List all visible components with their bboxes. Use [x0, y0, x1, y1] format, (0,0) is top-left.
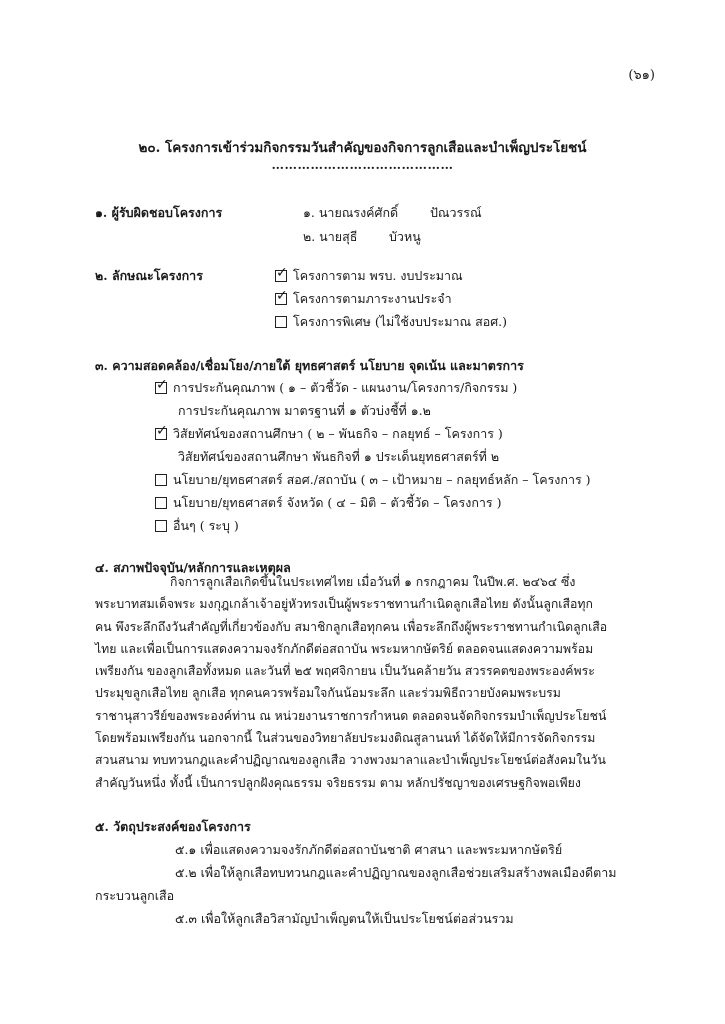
check-mark-icon: ✓ [276, 265, 288, 281]
rationale-line: ไทย และเพื่อเป็นการแสดงความจงรักภักดีต่อสถาบัน พระมหากษัตริย์ ตลอดจนแสดงความพร้อม [95, 641, 594, 656]
checkbox-unchecked[interactable] [275, 316, 287, 328]
responsible-person-2-surname: บัวหนู [389, 229, 421, 244]
checkbox-checked[interactable] [155, 377, 168, 394]
page-title: ๒๐. โครงการเข้าร่วมกิจกรรมวันสำคัญของกิจการลูกเสือและบำเพ็ญประโยชน์ [138, 140, 587, 156]
rationale-line: สวนสนาม ทบทวนกฎและคำปฏิญาณของลูกเสือ วางพวงมาลาและบำเพ็ญประโยชน์ต่อสังคมในวัน [95, 753, 606, 768]
project-type-option-1 [275, 265, 463, 283]
alignment-label-5: อื่นๆ ( ระบุ ) [173, 518, 239, 533]
responsible-person-1-surname: ปัณวรรณ์ [430, 205, 482, 220]
title-dots: …………………………………… [271, 157, 454, 172]
alignment-label-1: การประกันคุณภาพ ( ๑ – ตัวชี้วัด - แผนงาน/โครงการ/กิจกรรม ) [173, 380, 518, 395]
rationale-line: กิจการลูกเสือเกิดขึ้นในประเทศไทย เมื่อวันที่ ๑ กรกฎาคม ในปีพ.ศ. ๒๔๖๔ ซึ่ง [170, 575, 576, 589]
checkbox-unchecked[interactable] [155, 497, 167, 509]
alignment-sub-2: วิสัยทัศน์ของสถานศึกษา พันธกิจที่ ๑ ประเด็นยุทธศาสตร์ที่ ๒ [178, 449, 500, 464]
section1-heading: ๑. ผู้รับผิดชอบโครงการ [95, 205, 223, 220]
project-type-option-2 [275, 288, 452, 306]
checkbox-unchecked[interactable] [155, 474, 167, 486]
check-mark-icon: ✓ [276, 288, 288, 304]
alignment-sub-1: การประกันคุณภาพ มาตรฐานที่ ๑ ตัวบ่งชี้ที่ ๑.๒ [178, 403, 431, 418]
alignment-label-2: วิสัยทัศน์ของสถานศึกษา ( ๒ – พันธกิจ – กลยุทธ์ – โครงการ ) [173, 426, 503, 441]
page-number: (๖๑) [628, 68, 655, 83]
project-type-label-2: โครงการตามภาระงานประจำ [293, 291, 452, 306]
alignment-label-3: นโยบาย/ยุทธศาสตร์ สอศ./สถาบัน ( ๓ – เป้าหมาย – กลยุทธ์หลัก – โครงการ ) [173, 472, 591, 487]
section3-heading: ๓. ความสอดคล้อง/เชื่อมโยง/ภายใต้ ยุทธศาสตร์ นโยบาย จุดเน้น และมาตรการ [95, 358, 524, 373]
section5-heading: ๕. วัตถุประสงค์ของโครงการ [95, 819, 251, 834]
project-type-label-3: โครงการพิเศษ (ไม่ใช้งบประมาณ สอศ.) [293, 314, 507, 329]
rationale-line: โดยพร้อมเพรียงกัน นอกจากนี้ ในส่วนของวิทยาลัยประมงติณสูลานนท์ ได้จัดให้มีการจัดกิจกรรม [95, 731, 596, 746]
project-type-label-1: โครงการตาม พรบ. งบประมาณ [293, 268, 463, 283]
rationale-line: ประมุขลูกเสือไทย ลูกเสือ ทุกคนควรพร้อมใจกันน้อมระลึก และร่วมพิธีถวายบังคมพระบรม [95, 686, 561, 701]
responsible-person-2-name: ๒. นายสุธี [303, 229, 358, 244]
check-mark-icon: ✓ [156, 377, 168, 393]
alignment-item-3 [155, 472, 591, 487]
rationale-line: สำคัญวันหนึ่ง ทั้งนี้ เป็นการปลูกฝังคุณธรรม จริยธรรม ตาม หลักปรัชญาของเศรษฐกิจพอเพียง [95, 775, 581, 790]
section4-heading: ๔. สภาพปัจจุบัน/หลักการและเหตุผล [95, 560, 291, 575]
check-mark-icon: ✓ [156, 423, 168, 439]
alignment-item-1 [155, 377, 518, 395]
rationale-line: ราชานุสาวรีย์ของพระองค์ท่าน ณ หน่วยงานราชการกำหนด ตลอดจนจัดกิจกรรมบำเพ็ญประโยชน์ [95, 708, 607, 723]
alignment-item-5 [155, 518, 239, 533]
alignment-item-4 [155, 495, 502, 510]
objective-item-1: ๕.๑ เพื่อแสดงความจงรักภักดีต่อสถาบันชาติ ศาสนา และพระมหากษัตริย์ [175, 842, 563, 857]
objective-item-2-continued: กระบวนลูกเสือ [95, 888, 175, 903]
rationale-line: พระบาทสมเด็จพระ มงกุฎเกล้าเจ้าอยู่หัวทรงเป็นผู้พระราชทานกำเนิดลูกเสือไทย ดังนั้นลูกเสือทุก [95, 597, 593, 612]
rationale-line: คน พึงระลึกถึงวันสำคัญที่เกี่ยวข้องกับ สมาชิกลูกเสือทุกคน เพื่อระลึกถึงผู้พระราชทานกำเนิดลูกเสือ [95, 619, 608, 634]
project-type-option-3 [275, 314, 507, 329]
alignment-label-4: นโยบาย/ยุทธศาสตร์ จังหวัด ( ๔ – มิติ – ตัวชี้วัด – โครงการ ) [173, 495, 502, 510]
checkbox-unchecked[interactable] [155, 520, 167, 532]
objective-item-2: ๕.๒ เพื่อให้ลูกเสือทบทวนกฎและคำปฏิญาณของลูกเสือช่วยเสริมสร้างพลเมืองดีตาม [175, 865, 617, 880]
checkbox-checked[interactable] [275, 288, 288, 305]
checkbox-checked[interactable] [155, 423, 168, 440]
rationale-paragraph [95, 571, 648, 794]
checkbox-checked[interactable] [275, 265, 288, 282]
responsible-person-1-name: ๑. นายณรงค์ศักดิ์ [303, 205, 399, 220]
section2-heading: ๒. ลักษณะโครงการ [95, 268, 203, 283]
alignment-item-2 [155, 423, 503, 441]
objective-item-3: ๕.๓ เพื่อให้ลูกเสือวิสามัญบำเพ็ญตนให้เป็นประโยชน์ต่อส่วนรวม [175, 911, 514, 926]
rationale-line: เพรียงกัน ของลูกเสือทั้งหมด และวันที่ ๒๕ พฤศจิกายน เป็นวันคล้ายวัน สวรรคตของพระองค์พระ [95, 664, 595, 679]
